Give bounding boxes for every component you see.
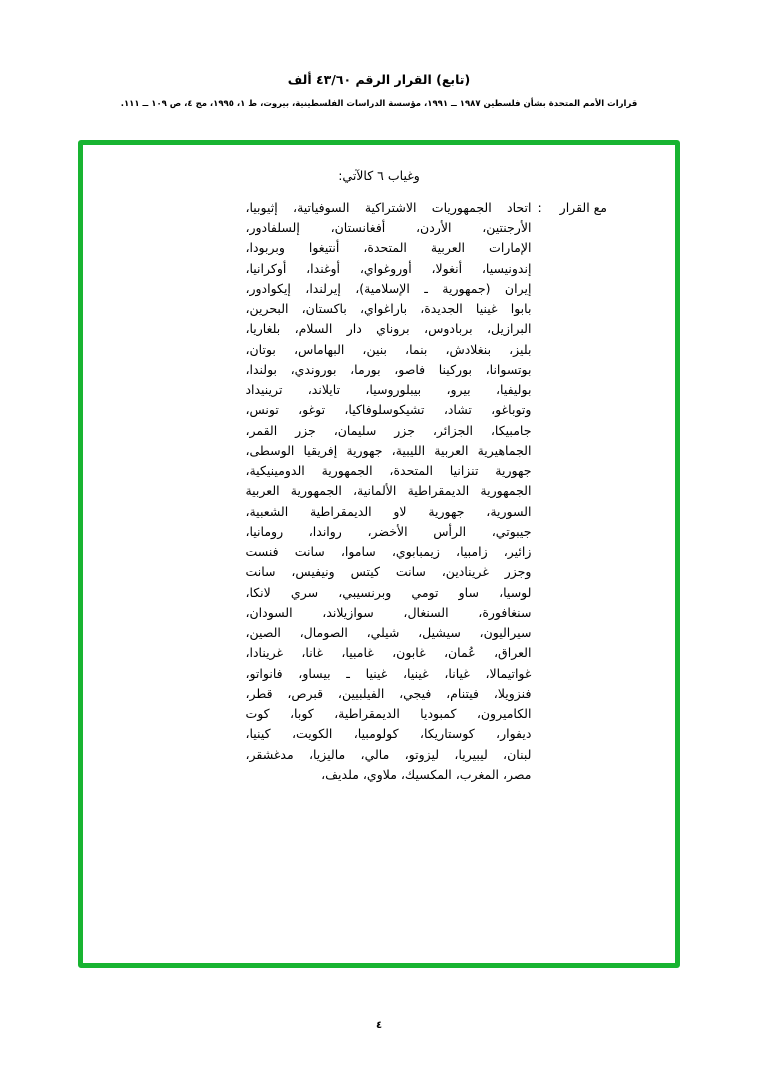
absent-count-line: وغياب ٦ كالآتي: bbox=[338, 168, 420, 183]
list-item: بوليفيا، بيرو، بيبلوروسيا، تايلاند، ترينيداد bbox=[245, 382, 532, 397]
document-content bbox=[83, 145, 675, 963]
list-item: سيراليون، سيشيل، شيلي، الصومال، الصين، bbox=[245, 625, 532, 640]
list-item: مصر، المغرب، المكسيك، ملاوي، ملديف، bbox=[321, 766, 532, 782]
list-item: الكاميرون، كمبوديا الديمقراطية، كوبا، كوت bbox=[245, 706, 532, 721]
list-item: الإمارات العربية المتحدة، أنتيغوا وبربودا، bbox=[245, 240, 532, 256]
list-item: جيبوتي، الرأس الأخضر، رواندا، رومانيا، bbox=[245, 523, 532, 539]
list-item: سنغافورة، السنغال، سوازيلاند، السودان، bbox=[245, 604, 532, 620]
list-item: بليز، بنغلادش، بنما، بنين، البهاماس، بوتان، bbox=[245, 341, 532, 357]
vote-label-text: مع القرار bbox=[559, 199, 607, 215]
list-item: وتوباغو، تشاد، تشيكوسلوفاكيا، توغو، تونس، bbox=[245, 402, 532, 418]
list-item: جامبيكا، الجزائر، جزر سليمان، جزر القمر، bbox=[245, 422, 532, 438]
list-item: اتحاد الجمهوريات الاشتراكية السوفياتية، إثيوبيا، bbox=[245, 199, 532, 215]
list-item: بوتسوانا، بوركينا فاصو، بورما، بوروندي، بولندا، bbox=[245, 361, 532, 377]
list-item: لبنان، ليبيريا، ليزوتو، مالي، ماليزيا، مدغشقر، bbox=[245, 746, 532, 762]
country-list bbox=[245, 198, 531, 785]
list-item: زائير، زامبيا، زيمبابوي، ساموا، سانت فنست bbox=[245, 544, 532, 559]
list-item: إندونيسيا، أنغولا، أوروغواي، أوغندا، أوكرانيا، bbox=[245, 260, 532, 276]
list-item: إيران (جمهورية ـ الإسلامية)، إيرلندا، إيكوادور، bbox=[245, 280, 532, 296]
list-item: جهورية تنزانيا المتحدة، الجمهورية الدومينيكية، bbox=[245, 463, 532, 478]
list-item: السورية، جهورية لاو الديمقراطية الشعبية، bbox=[245, 503, 532, 519]
page-number: ٤ bbox=[375, 1020, 383, 1031]
green-border-frame bbox=[78, 140, 680, 968]
list-item: غواتيمالا، غيانا، غينيا، غينيا ـ بيساو، فانواتو، bbox=[245, 665, 532, 681]
list-item: لوسيا، ساو تومي وبرنسيبي، سري لانكا، bbox=[245, 584, 532, 600]
list-item: الأرجنتين، الأردن، أفغانستان، إلسلفادور، bbox=[245, 220, 532, 235]
page-title: (تابع) القرار الرقم ٤٣/٦٠ ألف bbox=[287, 72, 471, 87]
list-item: الجماهيرية العربية الليبية، جهورية إفريقيا الوسطى، bbox=[245, 442, 532, 458]
list-item: فنزويلا، فيتنام، فيجي، الفيلبيين، قبرص، قطر، bbox=[245, 685, 532, 701]
vote-label-colon: : bbox=[537, 199, 542, 215]
source-citation: قرارات الأمم المتحدة بشأن فلسطين ١٩٨٧ ــ ١٩٩١، مؤسسة الدراسات الفلسطينية، بيروت، ط ١، ١٩٩٥، مج ٤، ص ١٠٩ ــ ١١١. bbox=[120, 99, 638, 110]
vote-label bbox=[531, 198, 639, 785]
list-item: البرازيل، بربادوس، بروناي دار السلام، بلغاريا، bbox=[245, 321, 532, 337]
list-item: الجمهورية الديمقراطية الألمانية، الجمهورية العربية bbox=[245, 483, 532, 499]
list-item: بابوا غينيا الجديدة، باراغواي، باكستان، البحرين، bbox=[245, 301, 532, 316]
list-item: ديفوار، كوستاريكا، كولومبيا، الكويت، كينيا، bbox=[245, 726, 532, 742]
vote-block bbox=[119, 198, 639, 785]
list-item: وجزر غرينادين، سانت كيتس ونيفيس، سانت bbox=[245, 564, 532, 580]
list-item: العراق، عُمان، غابون، غامبيا، غانا، غرينادا، bbox=[245, 645, 532, 661]
page-header bbox=[0, 0, 758, 110]
